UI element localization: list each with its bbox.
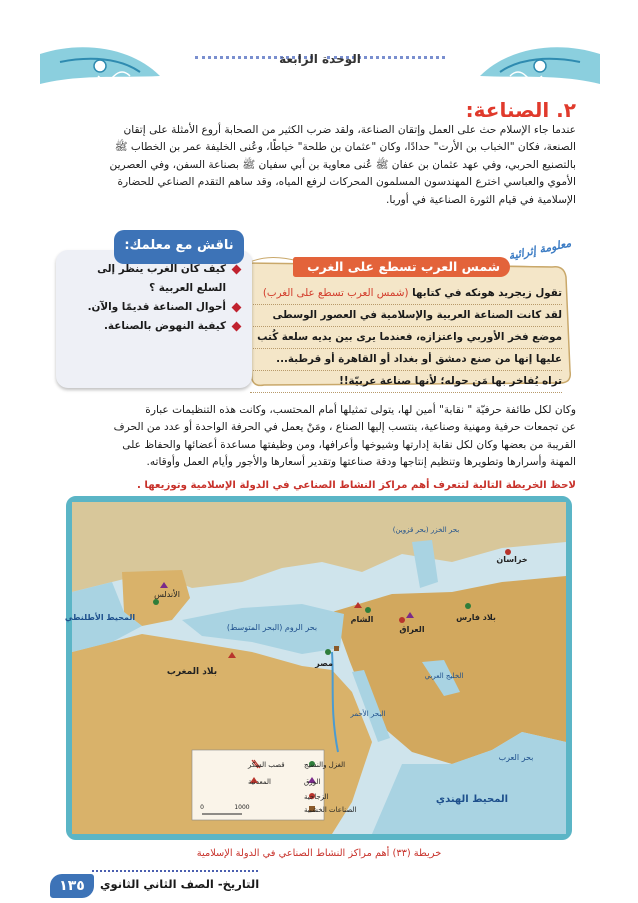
legend-sugarcane: قصب السكر	[248, 761, 285, 769]
label-atlantic: المحيط الأطلنطي	[64, 613, 136, 622]
label-khurasan: خراسان	[496, 555, 528, 564]
scale-max: 1000	[234, 804, 250, 811]
book-title-highlight: (شمس العرب تسطع على الغرب)	[262, 287, 409, 299]
paragraph-line: المهنة وأسرارها وتطويرها وتنظيم إنتاجها ودقة صناعتها وتقدير أسعارها والأجور وأيام العمل وأوقاته.	[146, 456, 576, 469]
legend-textile: الغزل والنسيج	[304, 761, 346, 769]
unit-title: الوحدة الرابعة	[279, 52, 361, 66]
label-andalus: الأندلس	[154, 590, 180, 599]
label-indian-ocean: المحيط الهندي	[435, 794, 509, 805]
textile-marker	[325, 649, 331, 655]
paragraph-line: وكان لكل طائفة حرفيّة " نقابة" أمين لها، يتولى تمثيلها أمام المحتسب، وكانت هذه التنظيمات عبارة	[145, 404, 576, 416]
enrichment-badge: معلومة إثرائية	[507, 236, 573, 263]
label-persia: بلاد فارس	[456, 613, 496, 622]
map-canvas	[64, 502, 566, 834]
book-title: التاريخ- الصف الثاني الثانوي	[100, 877, 260, 891]
label-egypt: مصر	[315, 659, 333, 668]
industry-map	[66, 496, 572, 840]
intro-paragraph	[56, 122, 576, 209]
map-caption: خريطة (٣٣) أهم مراكز النشاط الصناعي في الدولة الإسلامية	[196, 848, 442, 859]
info-line: تقول زيجريد هونكه في كتابها (شمس العرب تسطع على الغرب)	[250, 283, 562, 305]
info-line: تراه يُفاخر بها مَن حوله؛ لأنها صناعة عربيّة!!	[250, 371, 562, 393]
legend-glass: الزجاجية	[304, 793, 329, 801]
scale-zero: 0	[200, 804, 204, 811]
discuss-box	[56, 230, 252, 388]
info-box-title: شمس العرب تسطع على الغرب	[293, 257, 510, 277]
guilds-paragraph	[56, 402, 576, 472]
discuss-heading: ناقش مع معلمك:	[114, 230, 244, 264]
paragraph-line: القريبة من بعضها وكان لكل نقابة إدارتها وشيوخها وأعرافها، ومن وظيفتها مساعدة أعضائها والحفاظ على	[122, 438, 576, 451]
label-gulf: الخليج العربي	[424, 672, 464, 680]
header-ornament-left	[40, 36, 160, 96]
glass-marker	[399, 617, 405, 623]
paragraph-line: الإسلامية في قيام الثورة الصناعية في أوربا.	[386, 193, 576, 206]
enrichment-info-box	[238, 233, 576, 391]
textile-marker	[153, 599, 159, 605]
header-ornament-right	[480, 36, 600, 96]
label-maghreb: بلاد المغرب	[166, 667, 218, 677]
label-red-sea: البحر الأحمر	[350, 710, 386, 718]
label-iraq: العراق	[399, 625, 425, 634]
legend-wood: الصناعات الخشبية	[304, 806, 357, 814]
discuss-item: أحوال الصناعة قديمًا والآن.	[70, 298, 240, 317]
info-box-body	[250, 283, 562, 393]
textile-marker	[465, 603, 471, 609]
textile-marker	[365, 607, 371, 613]
footer-dots	[92, 870, 258, 872]
section-title: ٢. الصناعة:	[465, 98, 576, 122]
discuss-item: كيف كان الغرب ينظر إلى السلع العربية ؟	[70, 260, 240, 298]
label-arab-sea: بحر العرب	[498, 753, 534, 762]
glass-marker	[505, 549, 511, 555]
label-caspian: بحر الخزر (بحر قزوين)	[392, 526, 460, 534]
discuss-item: كيفية النهوض بالصناعة.	[70, 317, 240, 336]
info-line: عليها إنها من صنع دمشق أو بغداد أو القاهرة أو قرطبة...	[250, 349, 562, 371]
legend-metal: المعدنية	[248, 778, 271, 786]
info-line: موضع فخر الأوربي واعتزازه، فعندما يرى بين يديه سلعة كُتب	[250, 327, 562, 349]
map-instruction: لاحظ الخريطة التالية لتتعرف أهم مراكز النشاط الصناعي في الدولة الإسلامية وتوزيعها .	[136, 480, 576, 491]
label-mediterranean: بحر الروم (البحر المتوسط)	[226, 623, 318, 632]
label-sham: الشام	[350, 615, 374, 624]
paragraph-line: بالتصنيع الحربي، وفي عهد عثمان بن عفان ﷺ عُنى معاوية بن أبي سفيان ﷺ بصناعة السفن، وفي العصرين	[109, 158, 576, 171]
page-header	[40, 14, 600, 94]
paragraph-line: الصنعة، فكان "الخباب بن الأرت" حدادًا، وكان "عثمان بن طلحة" خياطًا، وعُنى الخليفة عمر بن الخطاب ﷺ	[114, 141, 576, 154]
discuss-list	[70, 260, 240, 336]
paragraph-line: الأموي والعباسي اخترع المهندسون المسلمون المحركات لرفع المياه، وقد ساهم التقدم الصناعي للحضارة	[117, 176, 576, 189]
paragraph-line: عن تجمعات حرفية ومهنية وصناعية، ينتسب إليها الصناع ، ومَنْ يعمل في الحرفة الواحدة أو عدد من الحرف	[113, 421, 576, 434]
wood-marker	[334, 646, 339, 651]
paragraph-line: عندما جاء الإسلام حث على العمل وإتقان الصناعة، ولقد ضرب الكثير من الصحابة أروع الأمثلة على إتقان	[123, 124, 576, 136]
legend-paper: الورق	[304, 778, 321, 786]
info-line: لقد كانت الصناعة العربية والإسلامية في العصور الوسطى	[250, 305, 562, 327]
page-number: ١٣٥	[50, 874, 94, 898]
